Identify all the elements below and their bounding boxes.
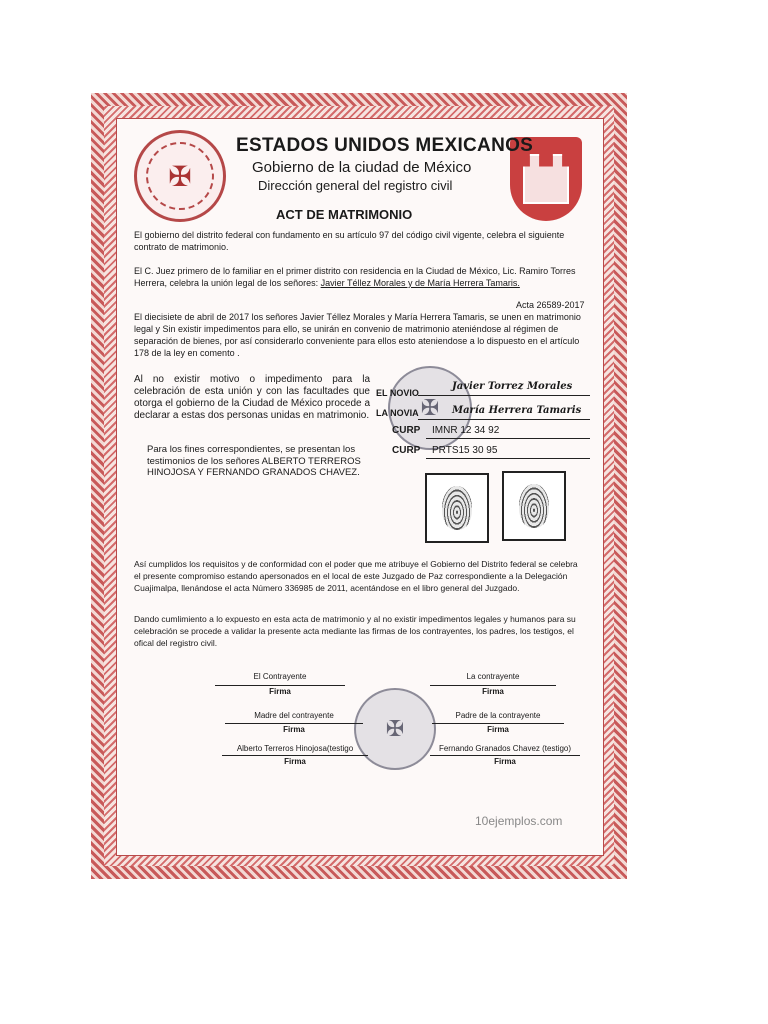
acta-number: Acta 26589-2017 bbox=[516, 300, 585, 310]
novio-label: EL NOVIO bbox=[376, 388, 419, 398]
declaration-paragraph: Al no existir motivo o impedimento para la celebración de esta unión y con las facultades que otorga el gobierno de la Ciudad de México procede a declarar a estas dos personas unidas en matrimonio. bbox=[134, 374, 370, 421]
novio-value: Javier Torrez Morales bbox=[452, 381, 573, 392]
novia-value: María Herrera Tamaris bbox=[452, 405, 582, 416]
compliance-paragraph: Así cumplidos los requisitos y de conformidad con el poder que me atribuye el Gobierno del Distrito federal se celebra el presente compromiso estando apersonados en el local de este Juzgado de Paz correspondiente a la Delegación Cuajimalpa, llenándose el acta Número 336985 de 2011, acentándose en el libro general del Juzgado. bbox=[134, 559, 578, 593]
novio-line bbox=[418, 395, 590, 396]
sig-mother-line bbox=[225, 723, 363, 724]
sig-father-line bbox=[432, 723, 564, 724]
curp2-line bbox=[426, 458, 590, 459]
spouses-names: Javier Téllez Morales y de María Herrera Tamaris. bbox=[320, 278, 520, 288]
sig-father-firma: Firma bbox=[487, 725, 509, 734]
validation-paragraph: Dando cumlimiento a lo expuesto en esta acta de matrimonio y al no existir impedimentos legales y humanos para su celebración se procede a validar la presente acta mediante las firmas de los contrayentes, los padres, los testigos, el ofical del registro civil. bbox=[134, 614, 576, 648]
judge-text: El C. Juez primero de lo familiar en el primer distrito con residencia en la Ciudad de México, Lic. Ramiro Torres Herrera, celebra la unión legal de los señores: bbox=[134, 266, 576, 288]
watermark-text: 10ejemplos.com bbox=[475, 814, 563, 828]
sig-groom-firma: Firma bbox=[269, 687, 291, 696]
sig-witness2-line bbox=[430, 755, 580, 756]
novia-line bbox=[418, 419, 590, 420]
fingerprint-bride-icon bbox=[502, 471, 566, 541]
intro-paragraph: El gobierno del distrito federal con fundamento en su artículo 97 del código civil vigente, celebra el siguiente contrato de matrimonio. bbox=[134, 230, 565, 252]
sig-bride-line bbox=[430, 685, 556, 686]
sig-witness1-firma: Firma bbox=[284, 757, 306, 766]
curp2-value: PRTS15 30 95 bbox=[432, 445, 498, 456]
sig-mother-firma: Firma bbox=[283, 725, 305, 734]
sig-groom-line bbox=[215, 685, 345, 686]
directorate-subtitle: Dirección general del registro civil bbox=[258, 178, 453, 193]
novia-label: LA NOVIA bbox=[376, 408, 419, 418]
document-title: ACT DE MATRIMONIO bbox=[276, 207, 413, 222]
date-paragraph: El diecisiete de abril de 2017 los señores Javier Téllez Morales y María Herrera Tamaris, se unen en matrimonio legal y Sin existir impedimentos para ello, se unirán en convenio de matrimonio ateniéndose al régimen de separación de bienes, por así considerarlo conveniente para ellos esto ateniendose a lo dispuesto en el artículo 178 de la ley en comento . bbox=[134, 312, 581, 358]
sig-witness1-line bbox=[222, 755, 368, 756]
sig-bride-label: La contrayente bbox=[466, 672, 520, 681]
national-seal-icon: ✠ bbox=[134, 130, 226, 222]
government-subtitle: Gobierno de la ciudad de México bbox=[252, 159, 472, 176]
judge-paragraph bbox=[134, 265, 584, 289]
sig-groom-label: El Contrayente bbox=[253, 672, 307, 681]
curp2-label: CURP bbox=[392, 445, 421, 456]
registry-stamp-bottom-icon: ✠ bbox=[354, 688, 436, 770]
sig-bride-firma: Firma bbox=[482, 687, 504, 696]
sig-mother-label: Madre del contrayente bbox=[254, 711, 334, 720]
country-title: ESTADOS UNIDOS MEXICANOS bbox=[236, 135, 534, 156]
fingerprint-groom-icon bbox=[425, 473, 489, 543]
curp1-line bbox=[426, 438, 590, 439]
curp1-value: IMNR 12 34 92 bbox=[432, 425, 500, 436]
curp1-label: CURP bbox=[392, 425, 421, 436]
sig-father-label: Padre de la contrayente bbox=[455, 711, 541, 720]
sig-witness2-firma: Firma bbox=[494, 757, 516, 766]
witness-paragraph: Para los fines correspondientes, se presentan los testimonios de los señores ALBERTO TERREROS HINOJOSA Y FERNANDO GRANADOS CHAVEZ. bbox=[147, 444, 361, 478]
registry-stamp-icon: ✠ bbox=[388, 366, 472, 450]
sig-witness2-label: Fernando Granados Chavez (testigo) bbox=[438, 744, 572, 753]
sig-witness1-label: Alberto Terreros Hinojosa(testigo bbox=[236, 744, 354, 753]
